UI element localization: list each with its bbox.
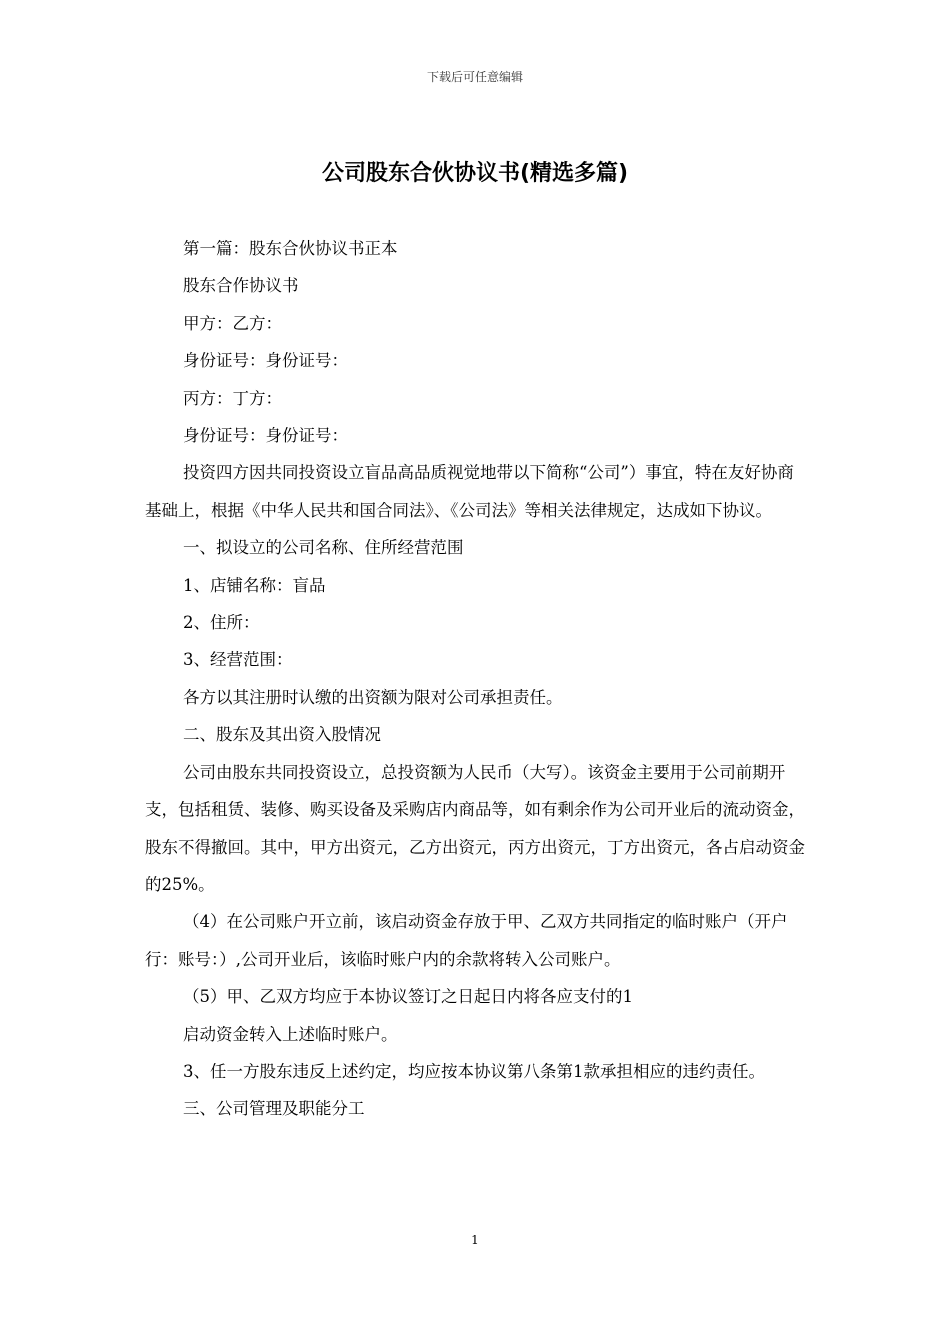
section-heading: 三、公司管理及职能分工 [183, 1099, 365, 1119]
agreement-subtitle: 股东合作协议书 [183, 276, 299, 296]
page-number: 1 [471, 1233, 479, 1247]
clause-item: 1、店铺名称：盲品 [183, 575, 326, 595]
preamble-paragraph: 投资四方因共同投资设立盲品高品质视觉地带以下简称“公司”）事宜，特在友好协商基础上，根据《中华人民共和国合同法》、《公司法》等相关法律规定，达成如下协议。 [145, 463, 794, 520]
section-heading: 二、股东及其出资入股情况 [183, 725, 381, 745]
id-number-line: 身份证号：身份证号： [183, 351, 348, 371]
header-note: 下载后可任意编辑 [426, 70, 523, 84]
party-line: 丙方：丁方： [183, 388, 282, 408]
clause-paragraph: （4）在公司账户开立前，该启动资金存放于甲、乙双方共同指定的临时账户（开户行：账号：）,公司开业后，该临时账户内的余款将转入公司账户。 [145, 912, 788, 969]
clause-paragraph: 启动资金转入上述临时账户。 [183, 1024, 398, 1044]
clause-paragraph: 3、任一方股东违反上述约定，均应按本协议第八条第1款承担相应的违约责任。 [183, 1061, 765, 1081]
document-title: 公司股东合伙协议书(精选多篇) [321, 161, 629, 186]
section-heading-part-one: 第一篇：股东合伙协议书正本 [183, 239, 398, 258]
party-line: 甲方：乙方： [183, 313, 282, 333]
clause-item: 2、住所： [183, 613, 260, 633]
section-heading: 一、拟设立的公司名称、住所经营范围 [183, 538, 464, 558]
clause-item: 3、经营范围： [183, 650, 293, 670]
document-body [145, 230, 807, 1128]
clause-paragraph: 各方以其注册时认缴的出资额为限对公司承担责任。 [183, 687, 563, 707]
id-number-line: 身份证号：身份证号： [183, 426, 348, 446]
clause-paragraph: （5）甲、乙双方均应于本协议签订之日起日内将各应支付的1 [183, 987, 633, 1007]
investment-paragraph: 公司由股东共同投资设立，总投资额为人民币（大写）。该资金主要用于公司前期开支，包括租赁、装修、购买设备及采购店内商品等，如有剩余作为公司开业后的流动资金，股东不得撤回。其中，甲方出资元，乙方出资元，丙方出资元，丁方出资元，各占启动资金的25%。 [145, 762, 805, 894]
